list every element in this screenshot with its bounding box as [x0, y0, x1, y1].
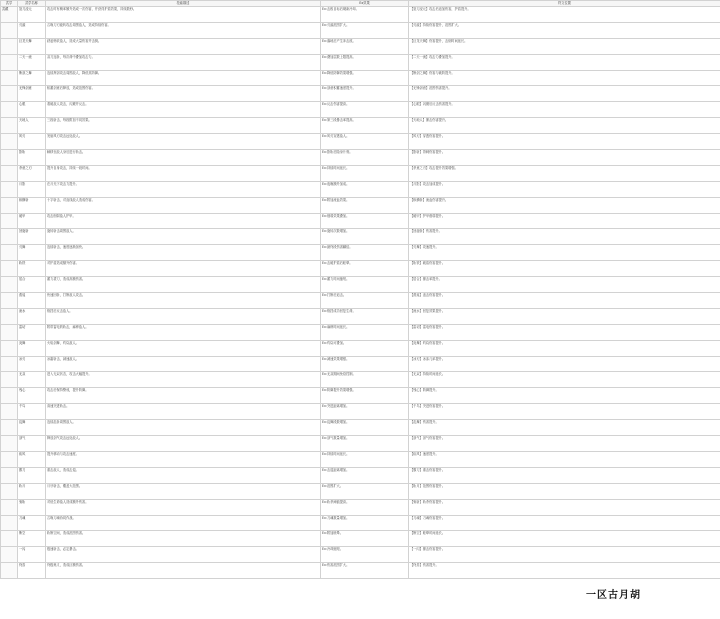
skill-desc-cell: 看破敌人攻击，闪避并反击。 — [46, 102, 321, 118]
skill-name-cell: 月影 — [18, 181, 46, 197]
skill-desc-cell: 高速突进斩击。 — [46, 404, 321, 420]
table-row — [1, 38, 720, 54]
rune-cell: 【二天一流】攻击力叠加提升。 — [409, 54, 720, 70]
skill-desc-cell: 三段斩击，每段附加不同效果。 — [46, 118, 321, 134]
school-cell — [1, 499, 18, 515]
rune-cell: 【残心】防御提升。 — [409, 388, 720, 404]
table-row — [1, 404, 720, 420]
rune-cell: 【刃舞】攻速提升。 — [409, 245, 720, 261]
table-row — [1, 372, 720, 388]
rune-cell: 【断剑之舞】伤害与破防提升。 — [409, 70, 720, 86]
skill-name-cell: 破甲 — [18, 213, 46, 229]
school-cell — [1, 515, 18, 531]
rune-cell: 【刃漩】持续伤害提升，范围扩大。 — [409, 22, 720, 38]
table-row — [1, 451, 720, 467]
skill-desc-cell: 格挡后反击敌人。 — [46, 308, 321, 324]
rune-cell: 【无锋剑意】范围伤害提升。 — [409, 86, 720, 102]
school-cell — [1, 436, 18, 452]
rune-cell: 【鬼斩】斩杀伤害提升。 — [409, 499, 720, 515]
table-row — [1, 467, 720, 483]
ex-effect-cell: Ex:灼烧可叠加。 — [321, 340, 409, 356]
skill-name-cell: 杀意之刃 — [18, 165, 46, 181]
rune-cell: 【终焉】伤害提升。 — [409, 563, 720, 579]
skill-name-cell: 风刃 — [18, 134, 46, 150]
table-row — [1, 86, 720, 102]
skill-desc-cell: 月牙斩击，覆盖大范围。 — [46, 483, 321, 499]
table-row — [1, 134, 720, 150]
rune-cell: 【风刃】穿透伤害提升。 — [409, 134, 720, 150]
ex-effect-cell: Ex:最终段伤害翻倍。 — [321, 245, 409, 261]
ex-effect-cell: Ex:乱舞段数增加。 — [321, 420, 409, 436]
rune-cell: 【冰刃】冰冻几率提升。 — [409, 356, 720, 372]
table-row — [1, 22, 720, 38]
skill-name-cell: 刀魂 — [18, 515, 46, 531]
skill-desc-cell: 斩断空间，造成范围伤害。 — [46, 531, 321, 547]
col-header: 武学名称 — [18, 1, 46, 7]
skill-name-cell: 怒刀浸元 — [18, 7, 46, 23]
table-row — [1, 7, 720, 23]
ex-effect-cell: Ex:剑气数量增加。 — [321, 436, 409, 452]
rune-cell: 【燕返】追击伤害提升。 — [409, 293, 720, 309]
table-row — [1, 70, 720, 86]
rune-cell: 【斩月】范围伤害提升。 — [409, 483, 720, 499]
table-row — [1, 563, 720, 579]
school-cell — [1, 531, 18, 547]
rune-cell: 【无双】持续时间延长。 — [409, 372, 720, 388]
table-row — [1, 531, 720, 547]
skill-name-cell: 刃舞 — [18, 245, 46, 261]
rune-cell: 【纵横斩】流血伤害提升。 — [409, 197, 720, 213]
ex-effect-cell: Ex:刃漩范围扩大。 — [321, 22, 409, 38]
ex-effect-cell: Ex:冷却缩短。 — [321, 547, 409, 563]
school-cell — [1, 181, 18, 197]
table-row — [1, 118, 720, 134]
skill-name-cell: 心眼 — [18, 102, 46, 118]
skill-desc-cell: 旋转斩击周围敌人。 — [46, 229, 321, 245]
ex-effect-cell: Ex:击破护盾后眩晕。 — [321, 261, 409, 277]
rune-cell: 【疾风】速度提升。 — [409, 451, 720, 467]
table-row — [1, 324, 720, 340]
table-body — [1, 7, 720, 579]
skill-desc-cell: 攻击时有概率额外造成一次伤害，并获得护盾效果，持续数秒。 — [46, 7, 321, 23]
ex-effect-cell: Ex:持续时间延长。 — [321, 451, 409, 467]
school-cell — [1, 356, 18, 372]
ex-effect-cell: Ex:伤害范围扩大。 — [321, 563, 409, 579]
school-cell: 武藏 — [1, 7, 18, 23]
ex-effect-cell: Ex:斩杀阈值提高。 — [321, 499, 409, 515]
ex-effect-cell: Ex:落地后产生冲击波。 — [321, 38, 409, 54]
ex-effect-cell: Ex:打断后追击。 — [321, 293, 409, 309]
skill-desc-cell: 快速回斩，打断敌人攻击。 — [46, 293, 321, 309]
skill-desc-cell: 蓄力拔刀，造成高额伤害。 — [46, 277, 321, 293]
skill-name-cell: 断剑之舞 — [18, 70, 46, 86]
table-row — [1, 165, 720, 181]
rune-cell: 【怒刀浸元】攻击后追加伤害，护盾提升。 — [409, 7, 720, 23]
ex-effect-cell: Ex:范围扩大。 — [321, 483, 409, 499]
skill-name-cell: 刃漩 — [18, 22, 46, 38]
skill-name-cell: 斩铁 — [18, 261, 46, 277]
school-cell — [1, 229, 18, 245]
rune-cell: 【剑气】剑气伤害提升。 — [409, 436, 720, 452]
table-row — [1, 340, 720, 356]
ex-effect-cell: Ex:无双期间免疫控制。 — [321, 372, 409, 388]
rune-cell: 【霸刀】重击伤害提升。 — [409, 467, 720, 483]
rune-cell: 【天地人】暴击伤害提升。 — [409, 118, 720, 134]
table-row — [1, 483, 720, 499]
ex-effect-cell: Ex:旋转次数增加。 — [321, 229, 409, 245]
skill-name-cell: 流水 — [18, 308, 46, 324]
skill-desc-cell: 对低生命敌人造成额外伤害。 — [46, 499, 321, 515]
ex-effect-cell: Ex:击退距离增加。 — [321, 467, 409, 483]
table-row — [1, 181, 720, 197]
ex-effect-cell: Ex:夜晚额外加成。 — [321, 181, 409, 197]
skill-name-cell: 霸刀 — [18, 467, 46, 483]
school-cell — [1, 118, 18, 134]
ex-effect-cell: Ex:剑意积蓄速度提升。 — [321, 86, 409, 102]
skill-name-cell: 剑气 — [18, 436, 46, 452]
ex-effect-cell: Ex:降低防御效果增强。 — [321, 70, 409, 86]
watermark: 一区古月胡 — [586, 590, 641, 601]
skill-name-cell: 无锋剑意 — [18, 86, 46, 102]
skill-desc-cell: 提升移动与攻击速度。 — [46, 451, 321, 467]
school-cell — [1, 451, 18, 467]
table-row — [1, 197, 720, 213]
rune-cell: 【刀魂】刀魂伤害提升。 — [409, 515, 720, 531]
school-cell — [1, 245, 18, 261]
ex-effect-cell: Ex:削弱效果叠加。 — [321, 213, 409, 229]
skill-desc-cell: 提升自身攻击，持续一段时间。 — [46, 165, 321, 181]
table-row — [1, 277, 720, 293]
ex-effect-cell: Ex:刀魂数量增加。 — [321, 515, 409, 531]
rune-cell: 【破甲】护甲削弱提升。 — [409, 213, 720, 229]
school-cell — [1, 293, 18, 309]
ex-effect-cell: Ex:麻痹时间延长。 — [321, 324, 409, 340]
school-cell — [1, 308, 18, 324]
table-row — [1, 261, 720, 277]
ex-effect-cell: Ex:防御提升效果增强。 — [321, 388, 409, 404]
skill-name-cell: 千鸟 — [18, 404, 46, 420]
school-cell — [1, 420, 18, 436]
col-header: 符文位置 — [409, 1, 720, 7]
school-cell — [1, 102, 18, 118]
school-cell — [1, 372, 18, 388]
ex-effect-cell: Ex:击败目标后刷新冷却。 — [321, 7, 409, 23]
skill-desc-cell: 召唤刀魂协同作战。 — [46, 515, 321, 531]
skill-name-cell: 残心 — [18, 388, 46, 404]
skill-desc-cell: 释放剑气攻击远处敌人。 — [46, 436, 321, 452]
skill-name-cell: 影斩 — [18, 150, 46, 166]
table-row — [1, 356, 720, 372]
school-cell — [1, 22, 18, 38]
rune-cell: 【影斩】背刺伤害提升。 — [409, 150, 720, 166]
school-cell — [1, 340, 18, 356]
skill-desc-cell: 瞬移至敌人身后进行斩击。 — [46, 150, 321, 166]
col-header: Ex效果 — [321, 1, 409, 7]
skill-name-cell: 巨龙天舞 — [18, 38, 46, 54]
skill-name-cell: 无双 — [18, 372, 46, 388]
skill-desc-cell: 进入无双状态，攻击大幅提升。 — [46, 372, 321, 388]
ex-effect-cell: Ex:突进距离增加。 — [321, 404, 409, 420]
table-row — [1, 420, 720, 436]
rune-cell: 【斩铁】破盾伤害提升。 — [409, 261, 720, 277]
school-cell — [1, 404, 18, 420]
rune-cell: 【回旋斩】伤害提升。 — [409, 229, 720, 245]
skill-name-cell: 冰刃 — [18, 356, 46, 372]
rune-cell: 【雷切】雷电伤害提升。 — [409, 324, 720, 340]
skill-name-cell: 一闪 — [18, 547, 46, 563]
skill-desc-cell: 终极奥义，造成巨额伤害。 — [46, 563, 321, 579]
skill-desc-cell: 发射风刃攻击远处敌人。 — [46, 134, 321, 150]
skill-desc-cell: 对护盾造成额外伤害。 — [46, 261, 321, 277]
skill-name-cell: 疾风 — [18, 451, 46, 467]
ex-effect-cell: Ex:风刃穿透敌人。 — [321, 134, 409, 150]
skill-desc-cell: 火焰剑舞，灼烧敌人。 — [46, 340, 321, 356]
table-row — [1, 293, 720, 309]
rune-cell: 【杀意之刃】攻击提升效果增强。 — [409, 165, 720, 181]
col-header: 武学 — [1, 1, 18, 7]
skill-name-cell: 纵横斩 — [18, 197, 46, 213]
rune-cell: 【炎舞】灼烧伤害提升。 — [409, 340, 720, 356]
skill-desc-cell: 攻击后保持警戒，提升防御。 — [46, 388, 321, 404]
ex-effect-cell: Ex:格挡成功回复生命。 — [321, 308, 409, 324]
school-cell — [1, 277, 18, 293]
skill-desc-cell: 在月光下攻击力提升。 — [46, 181, 321, 197]
skill-desc-cell: 连续斩击，速度逐渐加快。 — [46, 245, 321, 261]
skill-desc-cell: 连续乱斩周围敌人。 — [46, 420, 321, 436]
skill-desc-cell: 跃起劈砍敌人，造成大量伤害并击倒。 — [46, 38, 321, 54]
rune-cell: 【乱舞】伤害提升。 — [409, 420, 720, 436]
school-cell — [1, 197, 18, 213]
table-row — [1, 308, 720, 324]
school-cell — [1, 165, 18, 181]
school-cell — [1, 563, 18, 579]
skill-desc-cell: 双刀连斩，每次命中叠加攻击力。 — [46, 54, 321, 70]
school-cell — [1, 467, 18, 483]
ex-effect-cell: Ex:蓄力时间缩短。 — [321, 277, 409, 293]
rune-cell: 【心眼】闪避后反击伤害提升。 — [409, 102, 720, 118]
skill-name-cell: 乱舞 — [18, 420, 46, 436]
table-row — [1, 150, 720, 166]
skill-desc-cell: 连续挥剑攻击周围敌人，降低其防御。 — [46, 70, 321, 86]
skill-name-cell: 燕返 — [18, 293, 46, 309]
skill-name-cell: 炎舞 — [18, 340, 46, 356]
skill-name-cell: 二天一流 — [18, 54, 46, 70]
rune-cell: 【巨龙天舞】伤害提升，击倒时间延长。 — [409, 38, 720, 54]
rune-cell: 【流水】回复效果提升。 — [409, 308, 720, 324]
skill-name-cell: 鬼斩 — [18, 499, 46, 515]
rune-cell: 【月影】攻击加成提升。 — [409, 181, 720, 197]
skill-desc-cell: 十字斩击，对直线敌人造成伤害。 — [46, 197, 321, 213]
ex-effect-cell: Ex:附加眩晕。 — [321, 531, 409, 547]
table-row — [1, 436, 720, 452]
rune-cell: 【一闪】暴击伤害提升。 — [409, 547, 720, 563]
col-header: 技能描述 — [46, 1, 321, 7]
rune-cell: 【千鸟】突进伤害提升。 — [409, 404, 720, 420]
table-row — [1, 547, 720, 563]
rune-cell: 【居合】暴击率提升。 — [409, 277, 720, 293]
table-row — [1, 229, 720, 245]
skill-name-cell: 居合 — [18, 277, 46, 293]
skill-name-cell: 终焉 — [18, 563, 46, 579]
skill-name-cell: 回旋斩 — [18, 229, 46, 245]
skill-name-cell: 天地人 — [18, 118, 46, 134]
school-cell — [1, 134, 18, 150]
skill-desc-cell: 极速斩击，必定暴击。 — [46, 547, 321, 563]
school-cell — [1, 213, 18, 229]
school-cell — [1, 483, 18, 499]
table-row — [1, 388, 720, 404]
school-cell — [1, 261, 18, 277]
school-cell — [1, 324, 18, 340]
school-cell — [1, 70, 18, 86]
skill-name-cell: 雷切 — [18, 324, 46, 340]
table-row — [1, 245, 720, 261]
ex-effect-cell: Ex:影斩后隐身片刻。 — [321, 150, 409, 166]
ex-effect-cell: Ex:减速效果增强。 — [321, 356, 409, 372]
skill-desc-cell: 召唤刀刃旋转攻击周围敌人，造成持续伤害。 — [46, 22, 321, 38]
table-row — [1, 102, 720, 118]
school-cell — [1, 388, 18, 404]
table-row — [1, 515, 720, 531]
skill-desc-cell: 附带雷电的斩击，麻痹敌人。 — [46, 324, 321, 340]
table-row — [1, 499, 720, 515]
skill-desc-cell: 重击敌人，造成击退。 — [46, 467, 321, 483]
school-cell — [1, 547, 18, 563]
ex-effect-cell: Ex:反击伤害提高。 — [321, 102, 409, 118]
ex-effect-cell: Ex:附加流血效果。 — [321, 197, 409, 213]
skill-name-cell: 断空 — [18, 531, 46, 547]
skill-desc-cell: 积蓄剑意后释放，造成范围伤害。 — [46, 86, 321, 102]
rune-cell: 【断空】眩晕时间延长。 — [409, 531, 720, 547]
school-cell — [1, 150, 18, 166]
table-row — [1, 54, 720, 70]
ex-effect-cell: Ex:持续时间延长。 — [321, 165, 409, 181]
ex-effect-cell: Ex:叠加层数上限提高。 — [321, 54, 409, 70]
skill-name-cell: 斩月 — [18, 483, 46, 499]
skill-desc-cell: 冰霜斩击，减速敌人。 — [46, 356, 321, 372]
school-cell — [1, 38, 18, 54]
ex-effect-cell: Ex:第三段暴击率提高。 — [321, 118, 409, 134]
school-cell — [1, 54, 18, 70]
table-row — [1, 213, 720, 229]
skill-desc-cell: 攻击削弱敌人护甲。 — [46, 213, 321, 229]
school-cell — [1, 86, 18, 102]
